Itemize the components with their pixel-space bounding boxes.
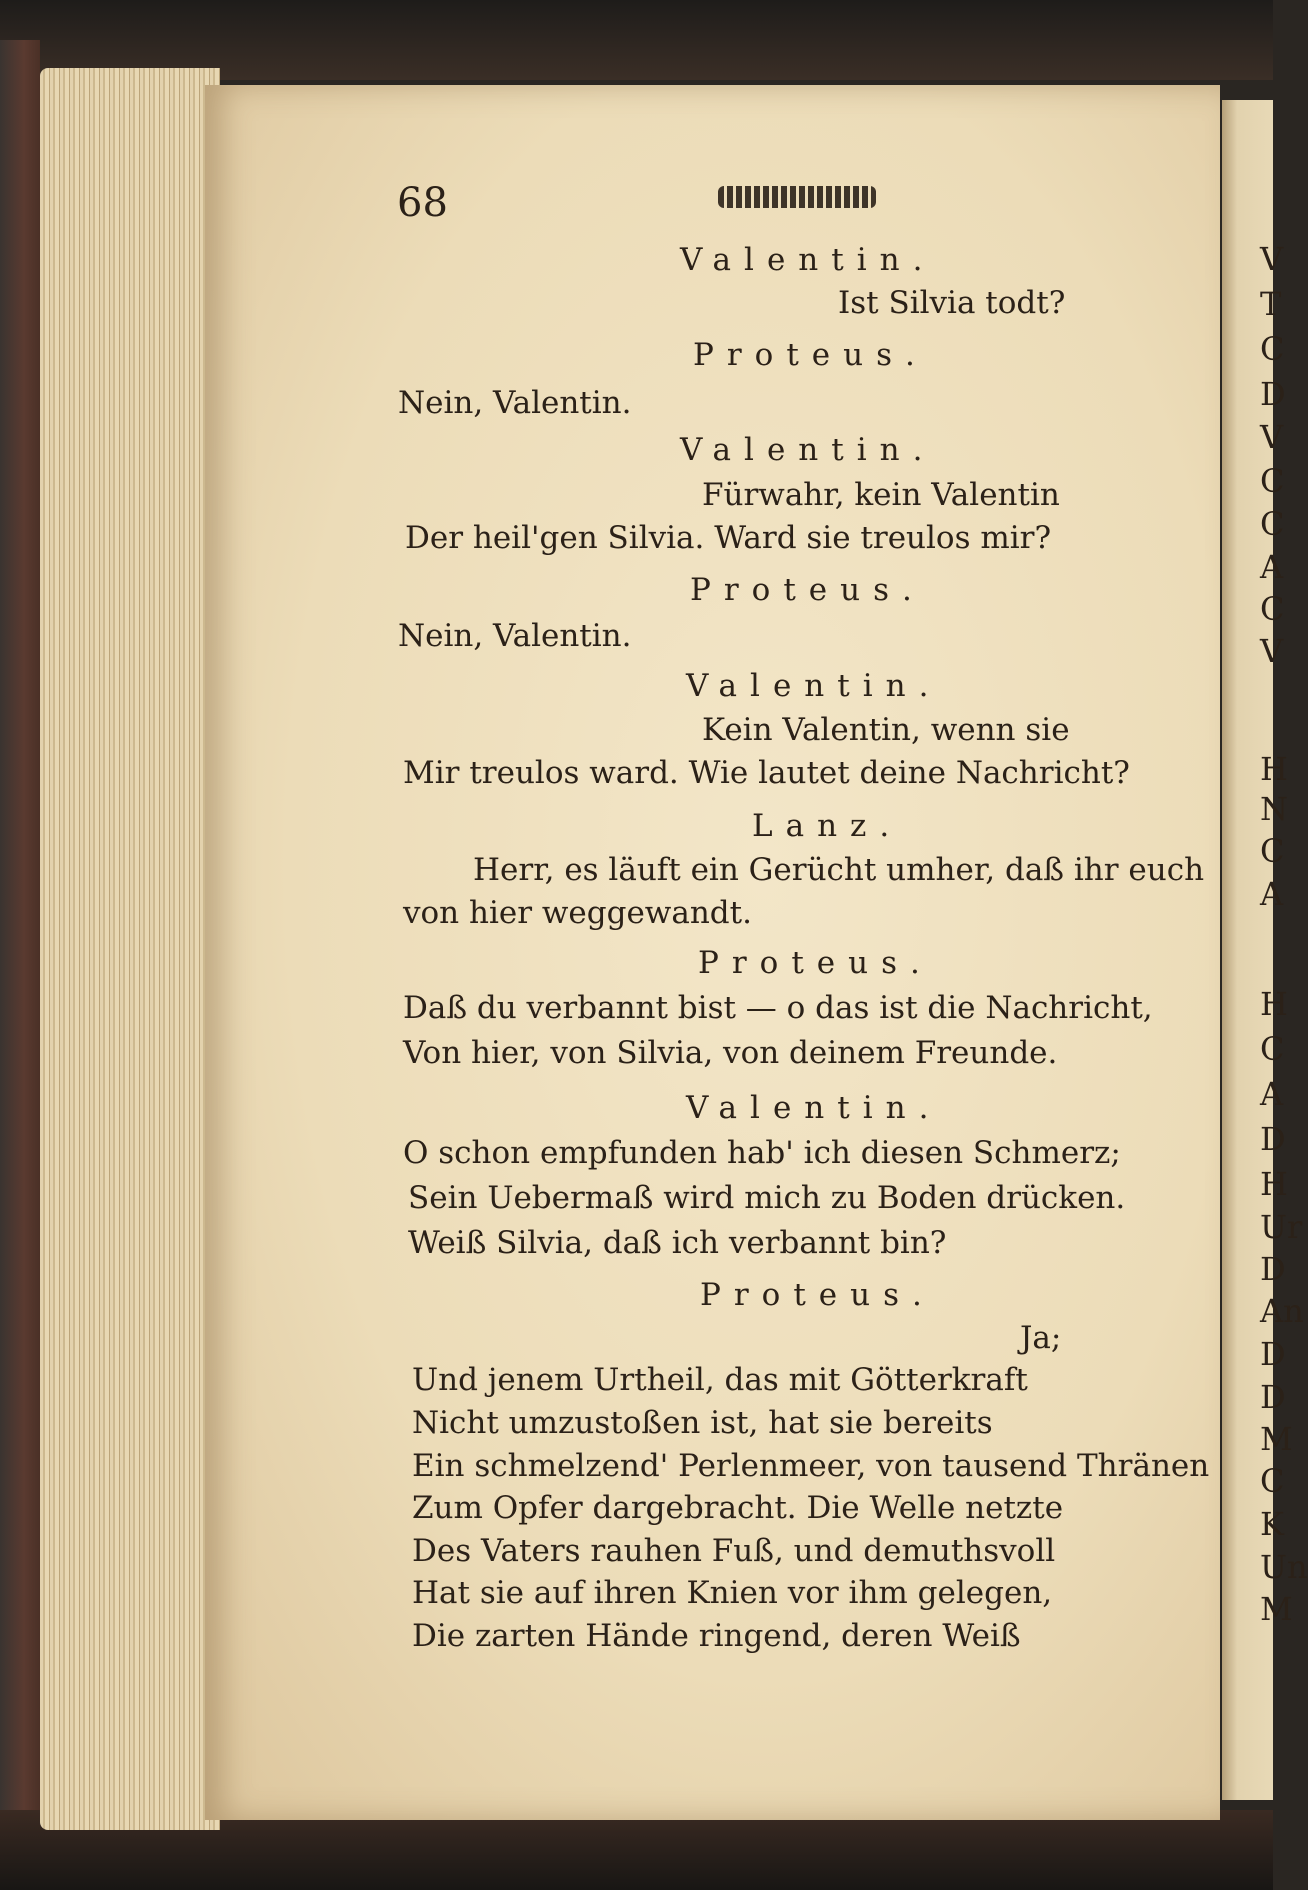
speaker-name: Valentin. <box>680 242 936 278</box>
facing-page-fragment: V <box>1260 418 1284 456</box>
dialogue-line: Nein, Valentin. <box>398 385 632 421</box>
dialogue-line: von hier weggewandt. <box>403 895 752 931</box>
book-cover-left <box>0 40 40 1840</box>
facing-page-fragment: T <box>1260 285 1282 323</box>
dialogue-line: O schon empfunden hab' ich diesen Schmerz; <box>403 1135 1121 1171</box>
header-ornament <box>718 186 876 208</box>
dialogue-line: Sein Uebermaß wird mich zu Boden drücken. <box>408 1180 1126 1216</box>
facing-page-fragment: A <box>1260 548 1284 586</box>
dialogue-line: Ja; <box>1020 1320 1062 1356</box>
dialogue-line: Die zarten Hände ringend, deren Weiß <box>412 1618 1021 1654</box>
facing-page-fragment: Un <box>1260 1548 1308 1586</box>
dialogue-line: Ein schmelzend' Perlenmeer, von tausend Thränen <box>412 1448 1210 1484</box>
facing-page-fragment: Ur <box>1260 1208 1303 1246</box>
speaker-name: Proteus. <box>690 572 925 608</box>
speaker-name: Lanz. <box>752 808 903 844</box>
dialogue-line: Weiß Silvia, daß ich verbannt bin? <box>408 1225 947 1261</box>
dialogue-line: Kein Valentin, wenn sie <box>702 712 1070 748</box>
dialogue-line: Hat sie auf ihren Knien vor ihm gelegen, <box>412 1575 1053 1611</box>
facing-page-fragment: H <box>1260 750 1288 788</box>
dialogue-line: Von hier, von Silvia, von deinem Freunde. <box>403 1035 1058 1071</box>
facing-page-fragment: H <box>1260 1165 1288 1203</box>
dialogue-line: Des Vaters rauhen Fuß, und demuthsvoll <box>412 1533 1056 1569</box>
facing-page-fragment: D <box>1260 1250 1286 1288</box>
dialogue-line: Nein, Valentin. <box>398 618 632 654</box>
dialogue-line: Fürwahr, kein Valentin <box>702 477 1060 513</box>
facing-page-fragment: V <box>1260 632 1284 670</box>
speaker-name: Proteus. <box>700 1277 935 1313</box>
facing-page-fragment: N <box>1260 790 1288 828</box>
facing-page-fragment: C <box>1260 505 1285 543</box>
facing-page-fragment: M <box>1260 1420 1293 1458</box>
facing-page-fragment: D <box>1260 375 1286 413</box>
page-edges <box>40 68 220 1830</box>
dialogue-line: Nicht umzustoßen ist, hat sie bereits <box>412 1405 993 1441</box>
facing-page-fragment: H <box>1260 985 1288 1023</box>
facing-page-fragment: C <box>1260 330 1285 368</box>
dialogue-line: Mir treulos ward. Wie lautet deine Nachricht? <box>403 755 1130 791</box>
facing-page-fragment: M <box>1260 1590 1293 1628</box>
facing-page-fragment: C <box>1260 1030 1285 1068</box>
dialogue-line: Zum Opfer dargebracht. Die Welle netzte <box>412 1490 1064 1526</box>
dialogue-line: Der heil'gen Silvia. Ward sie treulos mir? <box>405 520 1052 556</box>
facing-page-fragment: A <box>1260 1075 1284 1113</box>
facing-page-fragment: D <box>1260 1378 1286 1416</box>
facing-page-fragment: K <box>1260 1505 1284 1543</box>
facing-page-fragment: D <box>1260 1120 1286 1158</box>
speaker-name: Proteus. <box>698 945 933 981</box>
page-number: 68 <box>397 180 448 226</box>
dialogue-line: Herr, es läuft ein Gerücht umher, daß ihr euch <box>473 852 1205 888</box>
dialogue-line: Ist Silvia todt? <box>838 285 1066 321</box>
speaker-name: Valentin. <box>686 668 942 704</box>
facing-page-fragment: C <box>1260 590 1285 628</box>
speaker-name: Valentin. <box>680 432 936 468</box>
dialogue-line: Daß du verbannt bist — o das ist die Nachricht, <box>403 990 1153 1026</box>
facing-page-fragment: A <box>1260 875 1284 913</box>
dialogue-line: Und jenem Urtheil, das mit Götterkraft <box>412 1362 1028 1398</box>
facing-page-fragment: C <box>1260 832 1285 870</box>
facing-page-fragment: An <box>1260 1292 1304 1330</box>
facing-page-edge <box>1222 100 1308 1800</box>
facing-page-fragment: D <box>1260 1335 1286 1373</box>
facing-page-fragment: C <box>1260 462 1285 500</box>
speaker-name: Proteus. <box>693 337 928 373</box>
speaker-name: Valentin. <box>686 1090 942 1126</box>
facing-page-fragment: V <box>1260 240 1284 278</box>
facing-page-fragment: C <box>1260 1462 1285 1500</box>
